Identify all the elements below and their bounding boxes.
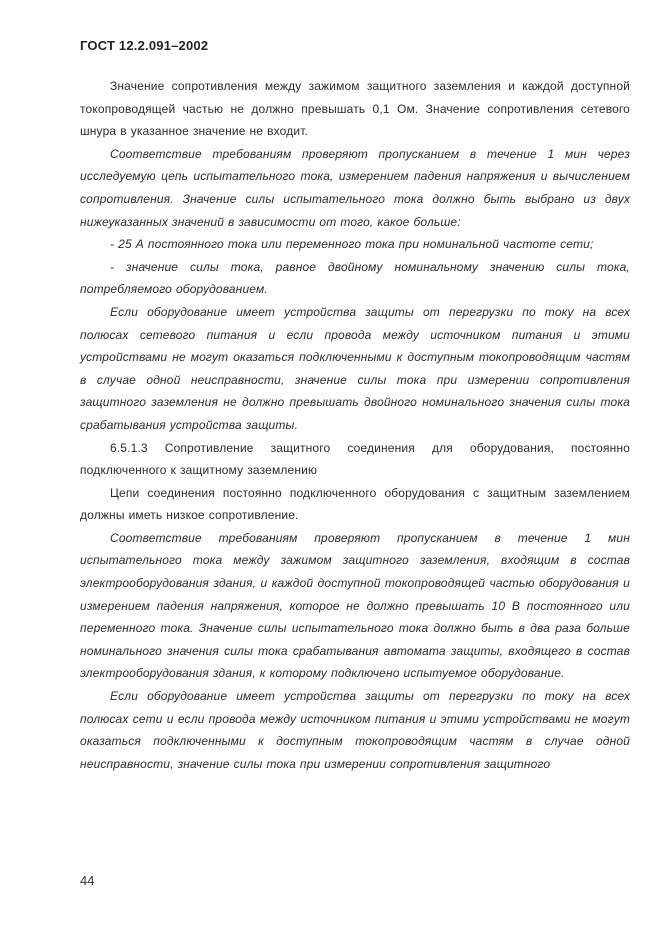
document-header: ГОСТ 12.2.091–2002 [80,38,209,53]
list-item-1: - 25 А постоянного тока или переменного тока при номинальной частоте сети; [110,237,594,252]
paragraph-6: Если оборудование имеет устройства защиты от перегрузки по току на всех полюсах сети и если провода между источником питания и этими устройствами не могут оказаться подключенными к доступным токопроводящим частям в случае одной неисправности, значение силы тока при измерении сопротивления защитного [80,689,630,771]
list-item-2: - значение силы тока, равное двойному номинальному значению силы тока, потребляемого оборудованием. [80,259,630,297]
page-number: 44 [80,873,95,888]
paragraph-2: Соответствие требованиям проверяют пропусканием в течение 1 мин через исследуемую цепь испытательного тока, измерением падения напряжения и вычислением сопротивления. Значение силы испытательного тока должно быть выбрано из двух нижеуказанных значений в зависимости от того, какое больше: [80,146,630,229]
section-heading-6-5-1-3: 6.5.1.3 Сопротивление защитного соединения для оборудования, постоянно подключенного к защитному заземлению [80,440,630,478]
paragraph-5: Соответствие требованиям проверяют пропусканием в течение 1 мин испытательного тока между зажимом защитного заземления, входящим в состав электрооборудования здания, и каждой доступной токопроводящей частью оборудования и измерением падения напряжения, которое не должно превышать 10 В постоянного или переменного тока. Значение силы испытательного тока должно быть в два раза больше номинального значения силы тока срабатывания автомата защиты, входящего в состав электрооборудования здания, к которому подключено испытуемое оборудование. [80,530,630,681]
paragraph-3: Если оборудование имеет устройства защиты от перегрузки по току на всех полюсах сетевого питания и если провода между источником питания и этими устройствами не могут оказаться подключенными к доступным токопроводящим частям в случае одной неисправности, значение силы тока при измерении сопротивления защитного заземления не должно превышать двойного номинального значения силы тока срабатывания устройства защиты. [80,304,630,432]
document-body [80,75,630,775]
paragraph-1: Значение сопротивления между зажимом защитного заземления и каждой доступной токопроводящей частью не должно превышать 0,1 Ом. Значение сопротивления сетевого шнура в указанное значение не входит. [80,79,630,139]
paragraph-4: Цепи соединения постоянно подключенного оборудования с защитным заземлением должны иметь низкое сопротивление. [80,485,630,523]
